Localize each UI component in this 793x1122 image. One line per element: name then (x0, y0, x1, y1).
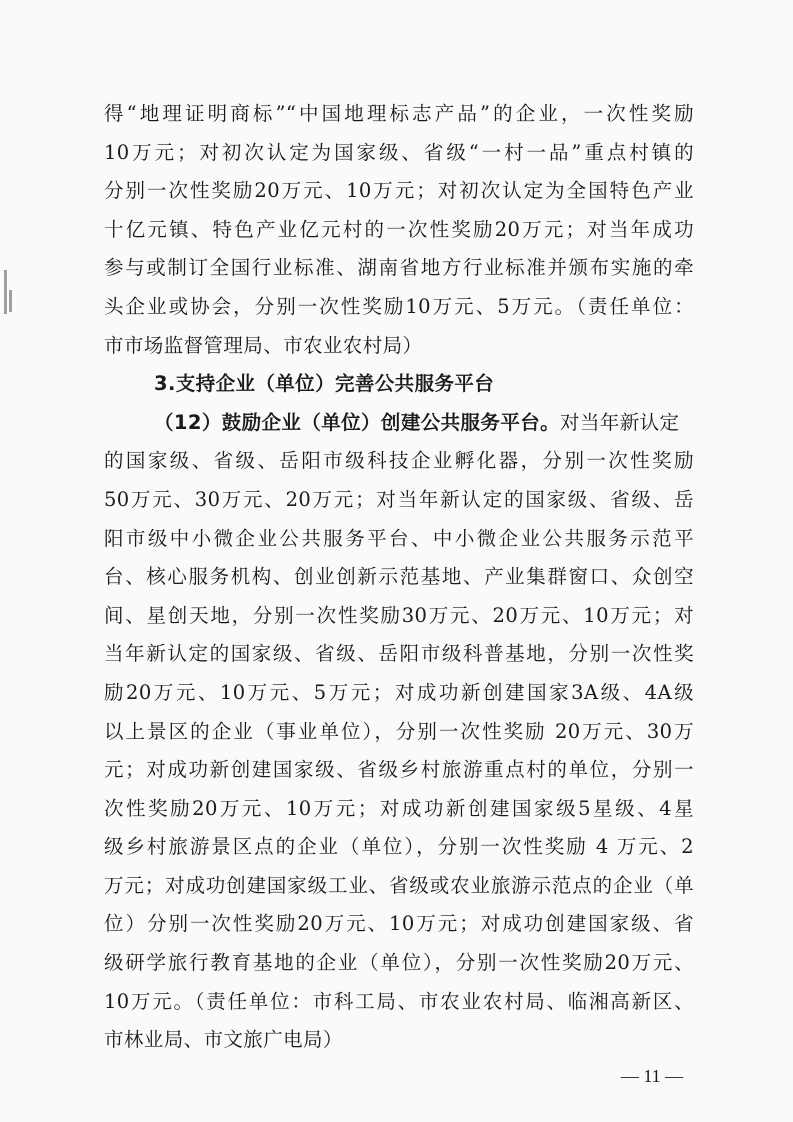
text-line: 50万元、30万元、20万元；对当年新认定的国家级、省级、岳 (104, 487, 694, 511)
text-line: 位）分别一次性奖励20万元、10万元；对成功创建国家级、省 (104, 912, 694, 936)
text-line: 励20万元、10万元、5万元；对成功新创建国家3A级、4A级 (104, 680, 694, 704)
text-line: 分别一次性奖励20万元、10万元；对初次认定为全国特色产业 (104, 179, 694, 203)
text-line: 次性奖励20万元、10万元；对成功新创建国家级5星级、4星 (104, 796, 694, 820)
paragraph-first-line (104, 404, 694, 443)
text-line: 阳市级中小微企业公共服务平台、中小微企业公共服务示范平 (104, 526, 694, 550)
text-line: 十亿元镇、特色产业亿元村的一次性奖励20万元；对当年成功 (104, 217, 694, 241)
scan-artifact (4, 270, 7, 314)
text-line: 台、核心服务机构、创业创新示范基地、产业集群窗口、众创空 (104, 565, 694, 589)
paragraph-first-rest: 对当年新认定 (560, 410, 680, 434)
text-line: 万元；对成功创建国家级工业、省级或农业旅游示范点的企业（单 (104, 873, 694, 897)
text-line: 得“地理证明商标”“中国地理标志产品”的企业，一次性奖励 (104, 102, 694, 125)
text-line: 级乡村旅游景区点的企业（单位），分别一次性奖励 4 万元、2 (104, 835, 694, 859)
text-line: 级研学旅行教育基地的企业（单位），分别一次性奖励20万元、 (104, 951, 694, 975)
page-number: — 11 — (620, 1066, 684, 1086)
section-heading: 3.支持企业（单位）完善公共服务平台 (154, 372, 495, 396)
text-line: 以上景区的企业（事业单位），分别一次性奖励 20万元、30万 (104, 719, 694, 743)
paragraph-lead: （12）鼓励企业（单位）创建公共服务平台。 (154, 410, 561, 434)
scan-artifact (9, 290, 12, 312)
text-line: 元；对成功新创建国家级、省级乡村旅游重点村的单位，分别一 (104, 758, 694, 782)
text-line: 参与或制订全国行业标准、湖南省地方行业标准并颁布实施的牵 (104, 256, 694, 280)
text-line: 市市场监督管理局、市农业农村局） (104, 333, 423, 357)
text-line: 市林业局、市文旅广电局） (104, 1028, 343, 1052)
body-text (104, 95, 694, 1060)
text-line: 的国家级、省级、岳阳市级科技企业孵化器，分别一次性奖励 (104, 449, 694, 473)
text-line: 头企业或协会，分别一次性奖励10万元、5万元。（责任单位： (104, 294, 694, 318)
text-line: 10万元；对初次认定为国家级、省级“一村一品”重点村镇的 (104, 140, 694, 164)
text-line: 间、星创天地，分别一次性奖励30万元、20万元、10万元；对 (104, 603, 694, 627)
text-line: 10万元。（责任单位：市科工局、市农业农村局、临湘高新区、 (104, 989, 694, 1013)
text-line: 当年新认定的国家级、省级、岳阳市级科普基地，分别一次性奖 (104, 642, 694, 666)
